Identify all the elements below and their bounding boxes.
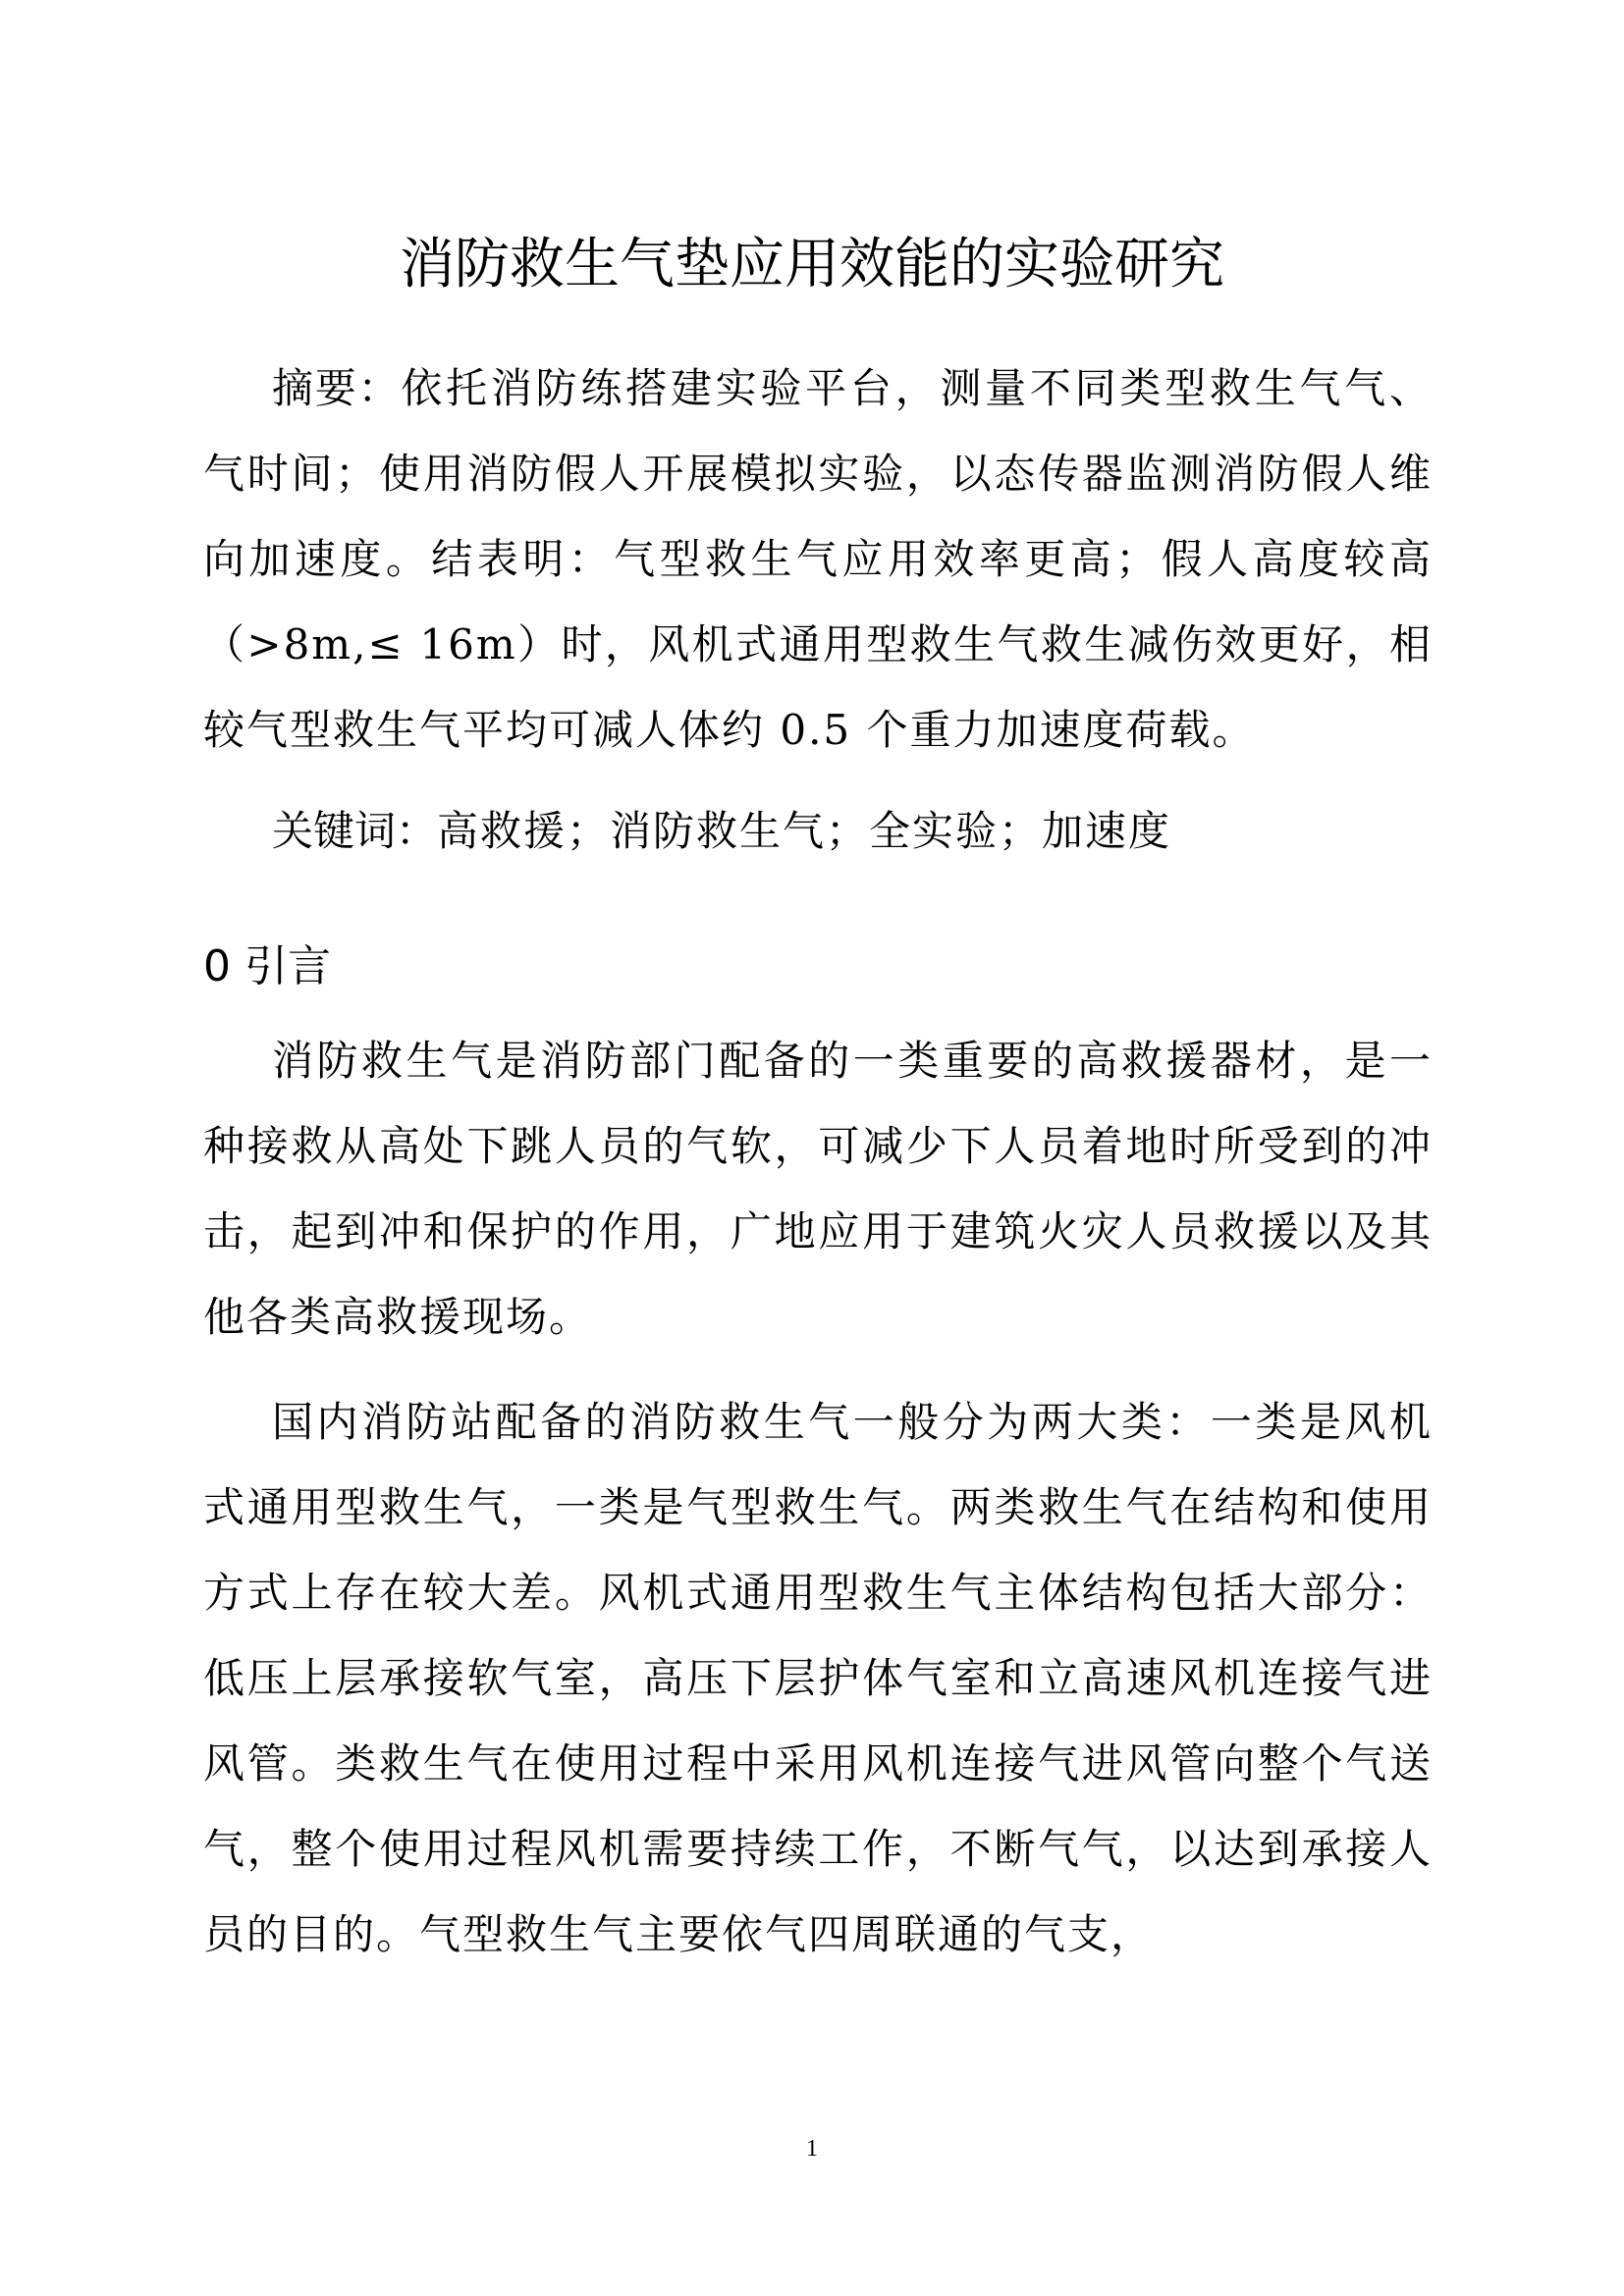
keywords-label: 关键词： bbox=[272, 807, 438, 855]
document-title: 消防救生气垫应用效能的实验研究 bbox=[400, 233, 1224, 296]
abstract-text: 依托消防练搭建实验平台，测量不同类型救生气气、气时间；使用消防假人开展模拟实验，以态传器监测消防假人维向加速度。结表明：气型救生气应用效率更高；假人高度较高（>8m,≤ 16m）时，风机式通用型救生气救生减伤效更好，相较气型救生气平均可减人体约 0.5 个重力加速度荷载。 bbox=[203, 364, 1433, 754]
intro-paragraph-2: 国内消防站配备的消防救生气一般分为两大类：一类是风机式通用型救生气，一类是气型救生气。两类救生气在结构和使用方式上存在较大差。风机式通用型救生气主体结构包括大部分：低压上层承接软气室，高压下层护体气室和立高速风机连接气进风管。类救生气在使用过程中采用风机连接气进风管向整个气送气，整个使用过程风机需要持续工作，不断气气，以达到承接人员的目的。气型救生气主要依气四周联通的气支， bbox=[203, 1398, 1433, 1958]
intro-paragraph-1: 消防救生气是消防部门配备的一类重要的高救援器材，是一种接救从高处下跳人员的气软，可减少下人员着地时所受到的冲击，起到冲和保护的作用，广地应用于建筑火灾人员救援以及其他各类高救援现场。 bbox=[203, 1037, 1433, 1341]
page-number: 1 bbox=[806, 2136, 818, 2162]
keywords-text: 高救援；消防救生气；全实验；加速度 bbox=[437, 807, 1172, 855]
abstract-paragraph bbox=[203, 346, 1433, 773]
keywords-paragraph bbox=[203, 788, 1433, 874]
section-heading-introduction: 0 引言 bbox=[203, 941, 331, 991]
abstract-label: 摘要： bbox=[272, 364, 402, 412]
